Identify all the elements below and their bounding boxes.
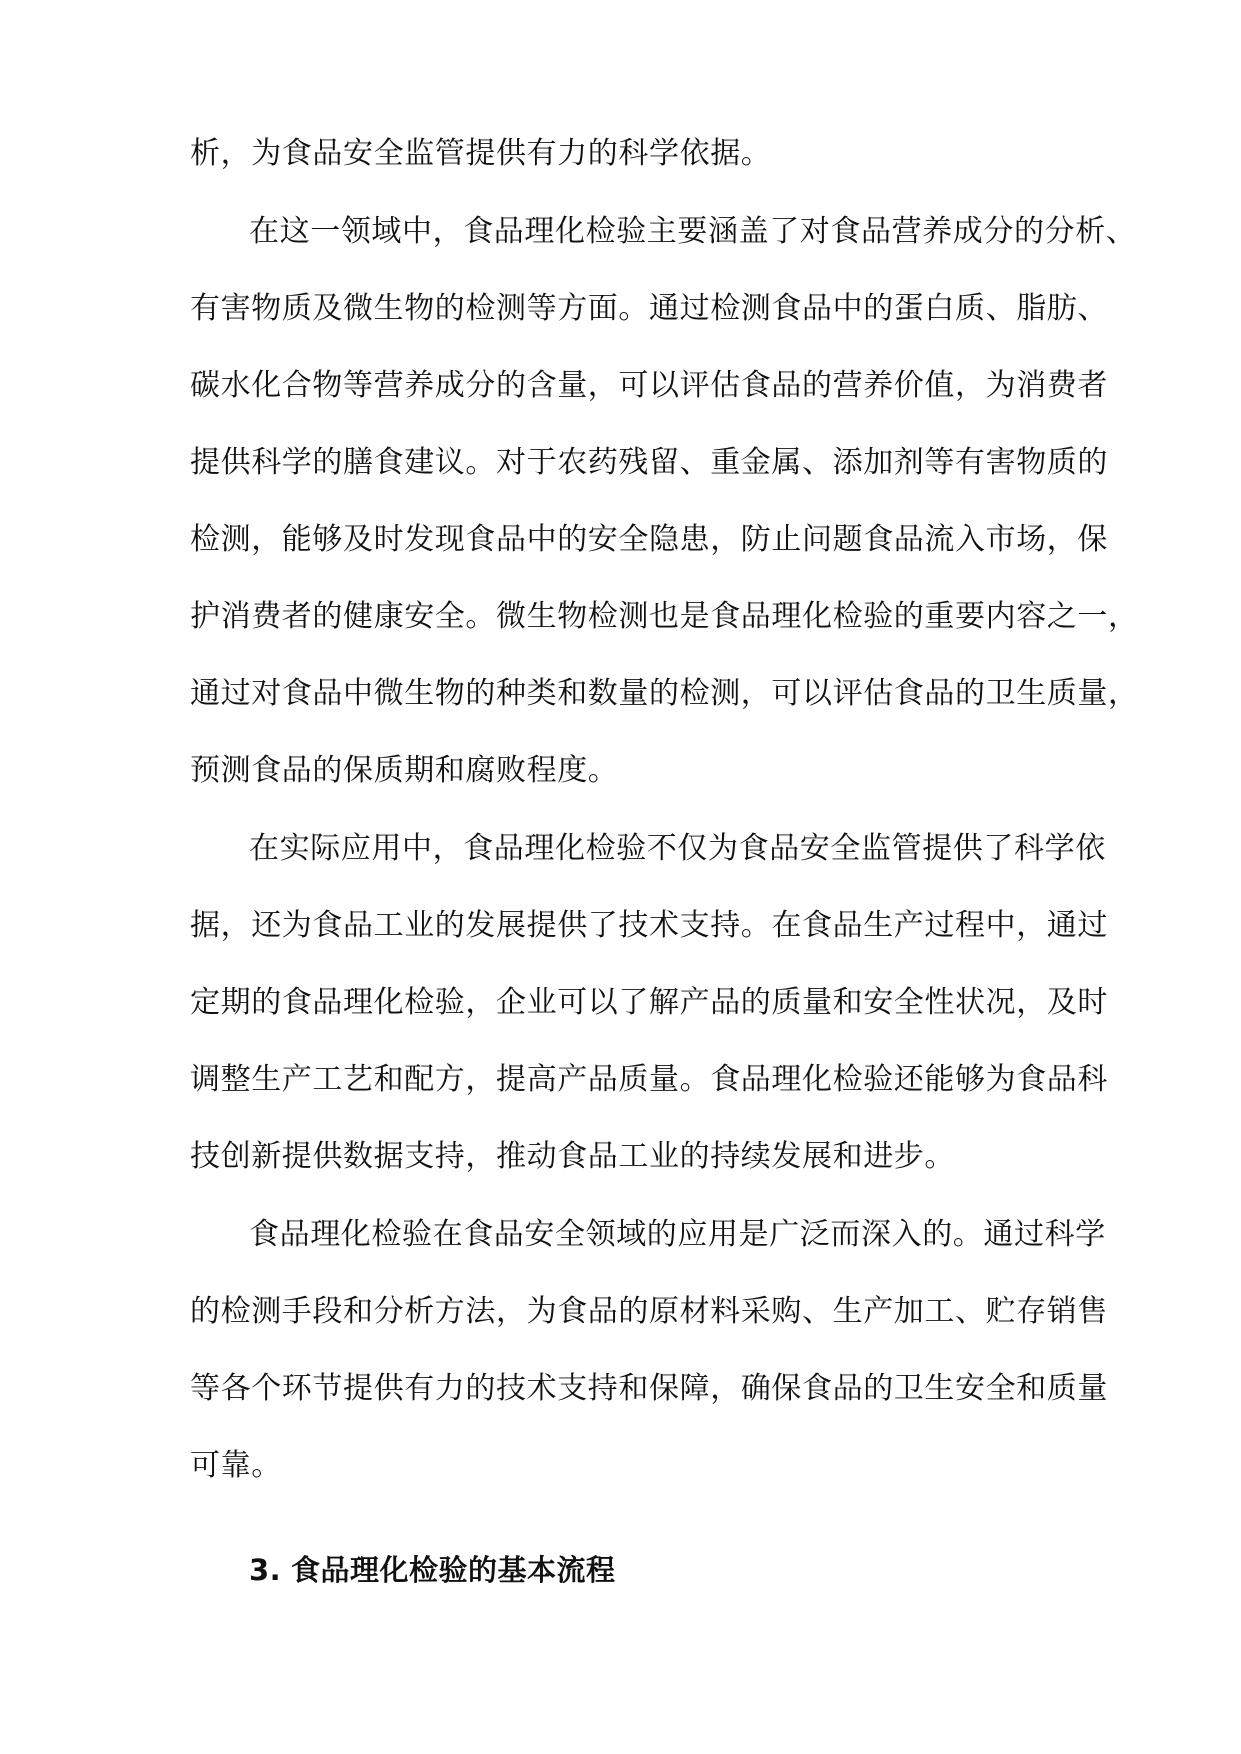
paragraph-line: 可靠。: [190, 1448, 282, 1483]
section-heading: [249, 1548, 616, 1592]
paragraph-line: 护消费者的健康安全。微生物检测也是食品理化检验的重要内容之一，: [190, 599, 1139, 634]
paragraph-line: 检测，能够及时发现食品中的安全隐患，防止问题食品流入市场，保: [190, 522, 1108, 557]
paragraph-line: 在这一领域中，食品理化检验主要涵盖了对食品营养成分的分析、: [249, 214, 1137, 249]
paragraph-line: 定期的食品理化检验，企业可以了解产品的质量和安全性状况，及时: [190, 985, 1108, 1020]
paragraph-line: 析，为食品安全监管提供有力的科学依据。: [190, 136, 772, 171]
paragraph-line: 等各个环节提供有力的技术支持和保障，确保食品的卫生安全和质量: [190, 1371, 1108, 1406]
paragraph-line: 食品理化检验在食品安全领域的应用是广泛而深入的。通过科学: [249, 1217, 1106, 1252]
paragraph-line: 的检测手段和分析方法，为食品的原材料采购、生产加工、贮存销售: [190, 1294, 1108, 1329]
paragraph-line: 技创新提供数据支持，推动食品工业的持续发展和进步。: [190, 1139, 955, 1174]
paragraph-line: 预测食品的保质期和腐败程度。: [190, 753, 619, 788]
section-title: 食品理化检验的基本流程: [291, 1553, 616, 1587]
paragraph-line: 在实际应用中，食品理化检验不仅为食品安全监管提供了科学依: [249, 831, 1106, 866]
section-number: 3.: [249, 1553, 282, 1587]
paragraph-line: 调整生产工艺和配方，提高产品质量。食品理化检验还能够为食品科: [190, 1062, 1108, 1097]
paragraph-line: 据，还为食品工业的发展提供了技术支持。在食品生产过程中，通过: [190, 908, 1108, 943]
paragraph-line: 有害物质及微生物的检测等方面。通过检测食品中的蛋白质、脂肪、: [190, 291, 1108, 326]
paragraph-line: 通过对食品中微生物的种类和数量的检测，可以评估食品的卫生质量，: [190, 676, 1139, 711]
paragraph-line: 提供科学的膳食建议。对于农药残留、重金属、添加剂等有害物质的: [190, 445, 1108, 480]
paragraph-line: 碳水化合物等营养成分的含量，可以评估食品的营养价值，为消费者: [190, 368, 1108, 403]
